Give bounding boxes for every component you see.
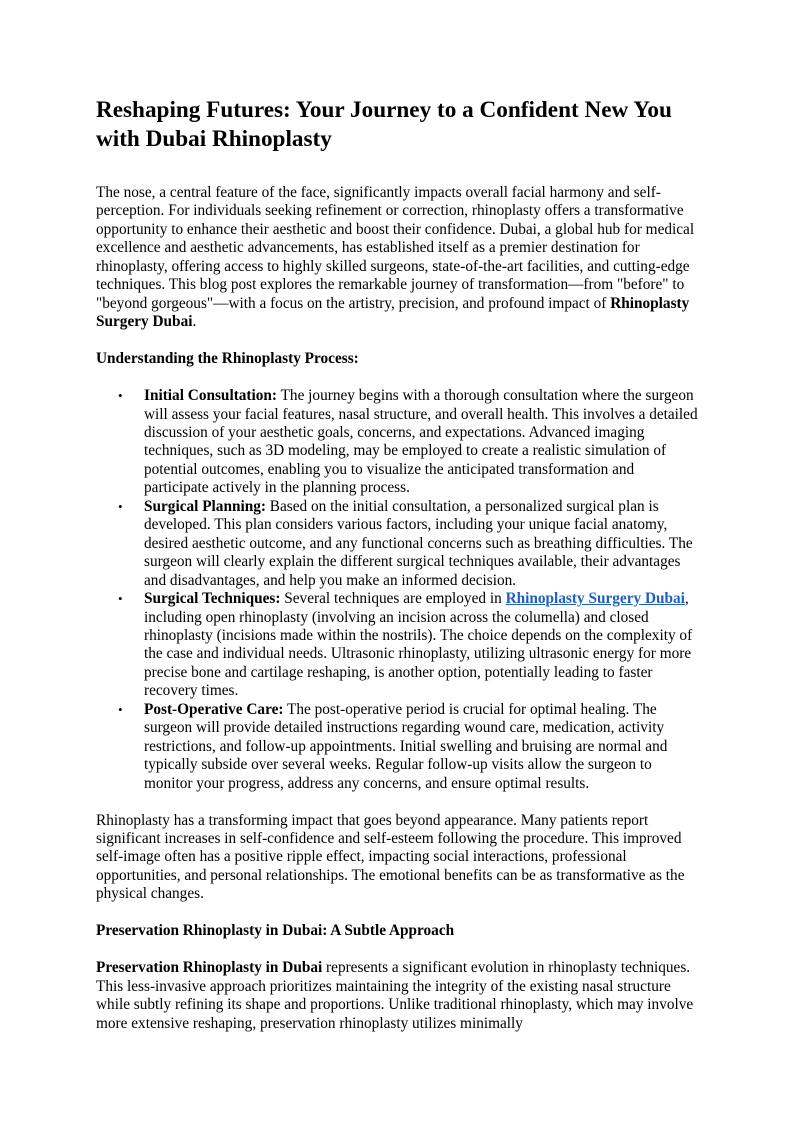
list-item-text-after: , including open rhinoplasty (involving an incision across the columella) and closed rhinoplasty (incisions made within the nostrils). The choice depends on the complexity of the case and individual needs. Ultrasonic rhinoplasty, utilizing ultrasonic energy for more precise bone and cartilage reshaping, is another option, potentially leading to faster recovery times.: [144, 590, 693, 700]
section-heading-preservation: Preservation Rhinoplasty in Dubai: A Subtle Approach: [96, 922, 455, 940]
document-title: Reshaping Futures: Your Journey to a Confident New You with Dubai Rhinoplasty: [96, 97, 672, 152]
intro-end: .: [192, 313, 197, 331]
list-item-text: Based on the initial consultation, a personalized surgical plan is developed. This plan considers various factors, including your unique facial anatomy, desired aesthetic outcome, and any functional concerns such as breathing difficulties. The surgeon will clearly explain the different surgical techniques available, their advantages and disadvantages, and help you make an informed decision.: [144, 497, 693, 589]
process-list: [96, 387, 700, 793]
list-item-initial-consultation: [96, 387, 700, 498]
intro-bold-keyword: Rhinoplasty Surgery Dubai: [96, 294, 690, 331]
preservation-paragraph: [96, 959, 700, 1033]
rhinoplasty-surgery-dubai-link[interactable]: Rhinoplasty Surgery Dubai: [505, 590, 685, 608]
bullet-icon: •: [118, 388, 123, 404]
bullet-icon: •: [118, 591, 123, 607]
list-item-post-operative-care: [96, 701, 700, 793]
list-item-surgical-techniques: [96, 590, 700, 701]
section-heading-process: Understanding the Rhinoplasty Process:: [96, 350, 359, 368]
preservation-bold-keyword: Preservation Rhinoplasty in Dubai: [96, 959, 323, 977]
list-item-label: Surgical Techniques:: [144, 590, 281, 608]
intro-text: The nose, a central feature of the face, significantly impacts overall facial harmony and self-perception. For individuals seeking refinement or correction, rhinoplasty offers a transformative opportunity to enhance their aesthetic and boost their confidence. Dubai, a global hub for medical excellence and aesthetic advancements, has established itself as a premier destination for rhinoplasty, offering access to highly skilled surgeons, state-of-the-art facilities, and cutting-edge techniques. This blog post explores the remarkable journey of transformation—from "before" to "beyond gorgeous"—with a focus on the artistry, precision, and profound impact of: [96, 184, 695, 312]
bullet-icon: •: [118, 498, 123, 514]
preservation-text: represents a significant evolution in rhinoplasty techniques. This less-invasive approach prioritizes maintaining the integrity of the existing nasal structure while subtly refining its shape and proportions. Unlike traditional rhinoplasty, which may involve more extensive reshaping, preservation rhinoplasty utilizes minimally: [96, 959, 694, 1032]
intro-paragraph: [96, 184, 700, 332]
document-page: [96, 96, 700, 1052]
list-item-label: Initial Consultation:: [144, 387, 278, 405]
list-item-text: The journey begins with a thorough consultation where the surgeon will assess your facial features, nasal structure, and overall health. This involves a detailed discussion of your aesthetic goals, concerns, and expectations. Advanced imaging techniques, such as 3D modeling, may be employed to create a realistic simulation of potential outcomes, enabling you to visualize the anticipated transformation and participate actively in the planning process.: [144, 387, 698, 497]
list-item-label: Post-Operative Care:: [144, 700, 284, 718]
list-item-surgical-planning: [96, 498, 700, 590]
bullet-icon: •: [118, 701, 123, 717]
list-item-text: The post-operative period is crucial for optimal healing. The surgeon will provide detailed instructions regarding wound care, medication, activity restrictions, and follow-up appointments. Initial swelling and bruising are normal and typically subside over several weeks. Regular follow-up visits allow the surgeon to monitor your progress, address any concerns, and ensure optimal results.: [144, 700, 668, 792]
list-item-label: Surgical Planning:: [144, 497, 266, 515]
list-item-text: Several techniques are employed in: [280, 590, 506, 608]
impact-paragraph: Rhinoplasty has a transforming impact that goes beyond appearance. Many patients report significant increases in self-confidence and self-esteem following the procedure. This improved self-image often has a positive ripple effect, impacting social interactions, professional opportunities, and personal relationships. The emotional benefits can be as transformative as the physical changes.: [96, 811, 685, 903]
